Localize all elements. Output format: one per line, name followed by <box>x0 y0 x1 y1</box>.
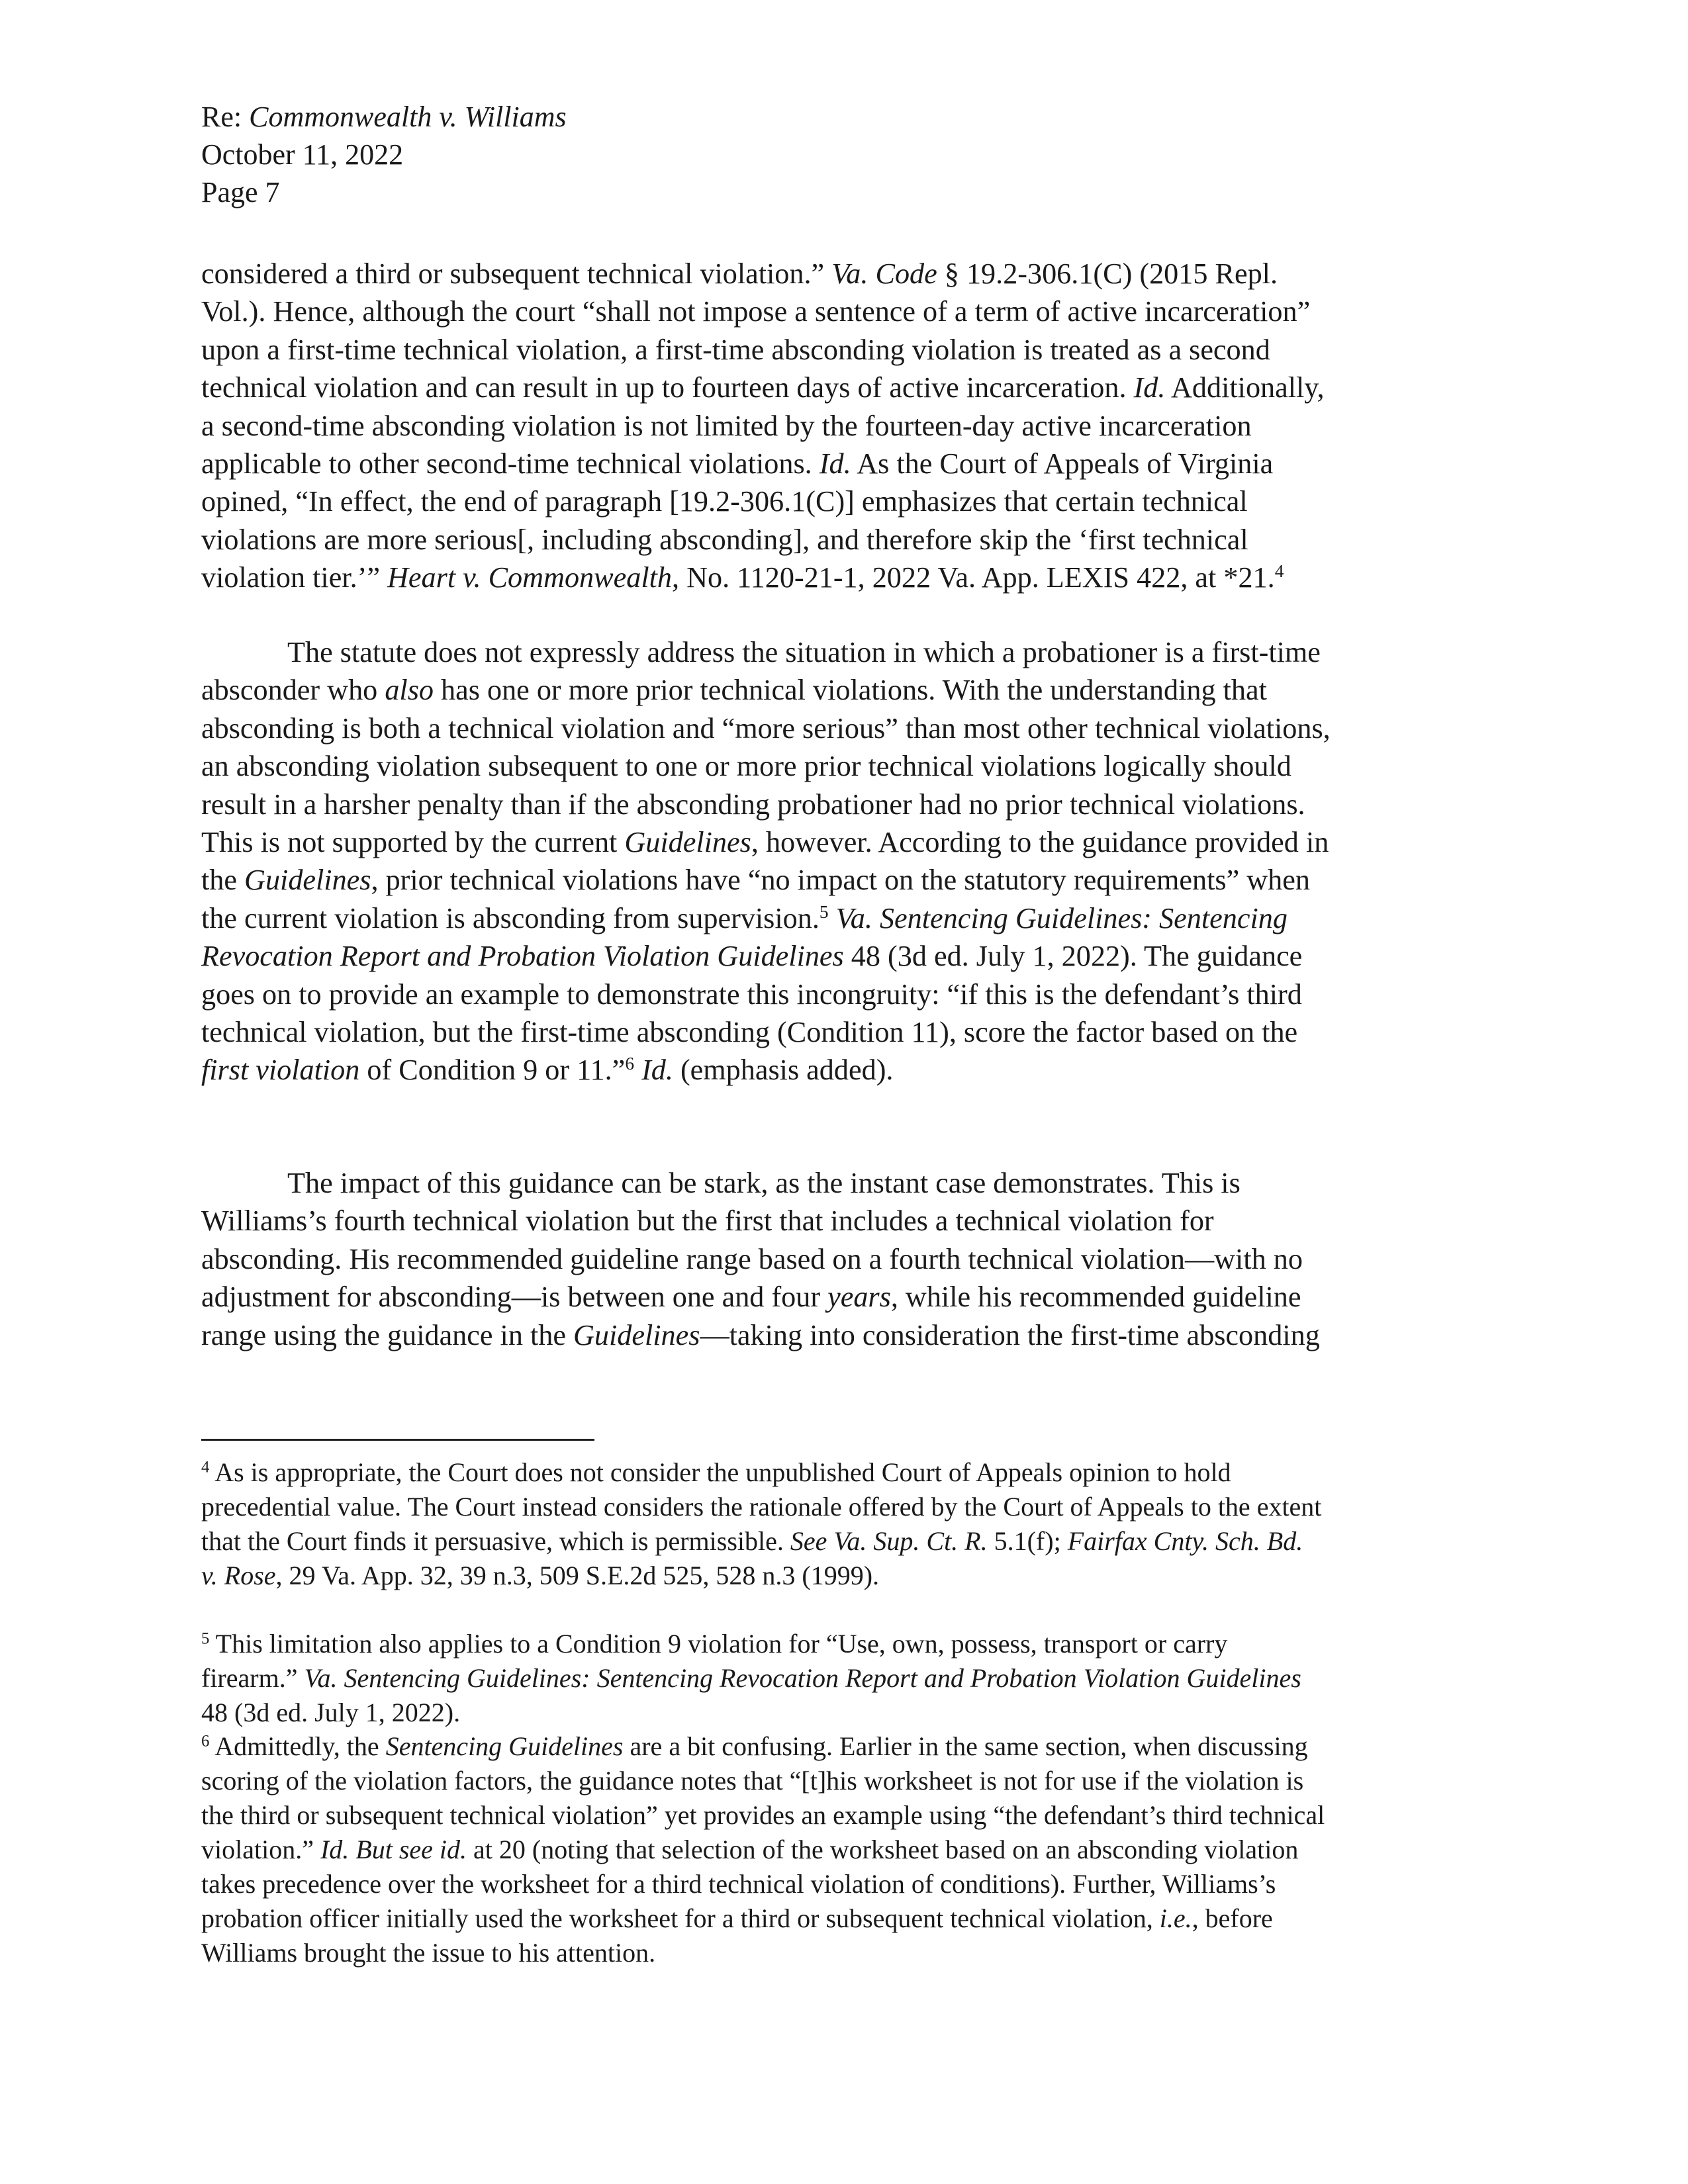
text-run: also <box>385 674 434 707</box>
text-line <box>201 1524 1499 1559</box>
text-run: result in a harsher penalty than if the absconding probationer had no prior technical violations. <box>201 788 1305 821</box>
text-run: considered a third or subsequent technical violation.” <box>201 257 832 290</box>
text-run: violations are more serious[, including absconding], and therefore skip the ‘first technical <box>201 523 1248 556</box>
text-line <box>201 1936 1499 1970</box>
text-run: upon a first-time technical violation, a first-time absconding violation is treated as a second <box>201 333 1270 366</box>
text-run: Sentencing Guidelines <box>385 1731 624 1761</box>
text-run: violation tier.’” <box>201 561 388 594</box>
letter-date: October 11, 2022 <box>201 138 404 171</box>
text-run: range using the guidance in the <box>201 1318 573 1351</box>
text-run: Guidelines <box>573 1318 700 1351</box>
text-line <box>201 709 1492 747</box>
text-line <box>201 255 1492 293</box>
text-run: applicable to other second-time technical violations. <box>201 447 820 480</box>
text-run: , prior technical violations have “no impact on the statutory requirements” when <box>371 864 1310 897</box>
text-run: Heart v. Commonwealth <box>387 561 672 594</box>
text-run <box>634 1054 641 1086</box>
text-line <box>201 559 1492 596</box>
text-run: Additionally, <box>1165 371 1325 404</box>
text-run: Id. <box>641 1054 673 1087</box>
text-run: violation.” <box>201 1835 320 1864</box>
text-line <box>201 1316 1492 1354</box>
text-run: § 19.2-306.1(C) (2015 Repl. <box>937 257 1278 290</box>
text-run: , before <box>1192 1903 1273 1933</box>
footnote-marker: 4 <box>1274 561 1284 582</box>
text-run: 5.1(f); <box>987 1526 1068 1556</box>
text-run: the <box>201 864 245 897</box>
text-line <box>201 633 1492 671</box>
text-line <box>201 1627 1499 1661</box>
text-run: Williams brought the issue to his attention. <box>201 1938 656 1968</box>
paragraph-3 <box>201 1164 1492 1354</box>
text-run: first violation <box>201 1054 360 1087</box>
text-line <box>201 1051 1492 1089</box>
text-run: technical violation and can result in up to fourteen days of active incarceration. <box>201 371 1134 404</box>
text-line <box>201 407 1492 445</box>
text-run: absconding is both a technical violation and “more serious” than most other technical violations, <box>201 711 1331 745</box>
text-run: 48 (3d ed. July 1, 2022). <box>201 1698 461 1727</box>
text-run: Va. Sentencing Guidelines: Sentencing Revocation Report and Probation Violation Guidelines <box>304 1663 1301 1693</box>
text-run: Guidelines <box>244 864 371 897</box>
case-reference: Re: Commonwealth v. Williams <box>201 101 567 133</box>
text-line <box>201 1013 1492 1051</box>
text-run: Va. Sentencing Guidelines: Sentencing <box>835 901 1288 934</box>
footnote-4 <box>201 1455 1499 1593</box>
text-line <box>201 1278 1492 1316</box>
text-run: Fairfax Cnty. Sch. Bd. <box>1067 1526 1303 1556</box>
text-run: Id. <box>320 1835 350 1864</box>
text-run: Id. <box>1133 371 1166 404</box>
text-line <box>201 331 1492 369</box>
footnote-6 <box>201 1729 1499 1970</box>
paragraph-2 <box>201 633 1492 1089</box>
footnote-marker: 6 <box>625 1054 635 1074</box>
text-run: Id. <box>819 447 851 480</box>
text-run: probation officer initially used the worksheet for a third or subsequent technical violation, <box>201 1903 1160 1933</box>
text-run: a second-time absconding violation is not limited by the fourteen-day active incarceration <box>201 409 1252 442</box>
text-line <box>201 1240 1492 1278</box>
text-line <box>201 747 1492 785</box>
text-run: adjustment for absconding—is between one and four <box>201 1281 828 1314</box>
text-line <box>201 369 1492 406</box>
text-run: technical violation, but the first-time absconding (Condition 11), score the factor based on the <box>201 1016 1298 1049</box>
text-run: , No. 1120-21-1, 2022 Va. App. LEXIS 422, at *21. <box>671 561 1275 594</box>
text-run <box>349 1835 355 1864</box>
text-line <box>201 1661 1499 1696</box>
text-run: goes on to provide an example to demonstrate this incongruity: “if this is the defendant’s third <box>201 978 1302 1011</box>
text-run: Williams’s fourth technical violation but the first that includes a technical violation for <box>201 1205 1214 1238</box>
text-line <box>201 1490 1499 1524</box>
text-line <box>201 293 1492 330</box>
text-run: Va. Code <box>831 257 937 290</box>
text-run: Guidelines <box>624 826 751 859</box>
footnote-marker: 6 <box>201 1732 210 1751</box>
text-line <box>201 1764 1499 1798</box>
text-line <box>201 482 1492 520</box>
text-line <box>201 1729 1499 1764</box>
text-run: Admittedly, the <box>209 1731 386 1761</box>
text-line <box>201 786 1492 823</box>
text-run: As is appropriate, the Court does not consider the unpublished Court of Appeals opinion to hold <box>209 1457 1231 1487</box>
text-line <box>201 1202 1492 1240</box>
text-run: absconder who <box>201 674 385 707</box>
text-line <box>201 861 1492 899</box>
text-run: —taking into consideration the first-time absconding <box>700 1318 1320 1351</box>
case-name: Commonwealth v. Williams <box>249 101 567 133</box>
text-run: precedential value. The Court instead considers the rationale offered by the Court of Appeals to the extent <box>201 1492 1322 1522</box>
text-line <box>201 1559 1499 1593</box>
text-run: Revocation Report and Probation Violation Guidelines <box>201 940 844 973</box>
text-run: The impact of this guidance can be stark, as the instant case demonstrates. This is <box>287 1167 1241 1199</box>
page-number: Page 7 <box>201 176 280 208</box>
text-line <box>201 976 1492 1013</box>
text-run: an absconding violation subsequent to one or more prior technical violations logically should <box>201 750 1291 783</box>
text-run: that the Court finds it persuasive, which is permissible. <box>201 1526 790 1556</box>
text-line <box>201 1164 1492 1202</box>
text-line <box>201 1798 1499 1833</box>
text-run: (emphasis added). <box>673 1054 894 1087</box>
footnote-marker: 5 <box>201 1629 210 1648</box>
text-line <box>201 1696 1499 1730</box>
text-run: , while his recommended guideline <box>890 1281 1301 1314</box>
text-run: takes precedence over the worksheet for a third technical violation of conditions). Further, Williams’s <box>201 1869 1276 1899</box>
text-run: 48 (3d ed. July 1, 2022). The guidance <box>843 940 1303 973</box>
text-run: the third or subsequent technical violation” yet provides an example using “the defendant’s third technical <box>201 1800 1325 1830</box>
text-line <box>201 445 1492 482</box>
text-run: firearm.” <box>201 1663 305 1693</box>
text-line <box>201 1833 1499 1867</box>
text-line <box>201 671 1492 709</box>
text-run: This is not supported by the current <box>201 826 625 859</box>
footnote-5 <box>201 1627 1499 1730</box>
text-run: of Condition 9 or 11.” <box>359 1054 626 1087</box>
footnote-divider <box>201 1439 594 1441</box>
text-run: See Va. Sup. Ct. R. <box>790 1526 988 1556</box>
text-run: This limitation also applies to a Condition 9 violation for “Use, own, possess, transport or carry <box>209 1629 1228 1659</box>
text-run: Vol.). Hence, although the court “shall not impose a sentence of a term of active incarceration” <box>201 295 1311 328</box>
text-line <box>201 937 1492 975</box>
text-run: , 29 Va. App. 32, 39 n.3, 509 S.E.2d 525, 528 n.3 (1999). <box>275 1561 880 1590</box>
footnote-marker: 5 <box>819 901 829 922</box>
text-run: opined, “In effect, the end of paragraph [19.2-306.1(C)] emphasizes that certain technical <box>201 485 1248 518</box>
paragraph-1 <box>201 255 1492 597</box>
footnote-marker: 4 <box>201 1458 210 1477</box>
text-run: years <box>827 1281 891 1314</box>
text-run: are a bit confusing. Earlier in the same section, when discussing <box>623 1731 1308 1761</box>
text-line <box>201 823 1492 861</box>
text-run: v. Rose <box>201 1561 276 1590</box>
text-line <box>201 1867 1499 1901</box>
text-run: absconding. His recommended guideline range based on a fourth technical violation—with no <box>201 1242 1303 1275</box>
text-run: the current violation is absconding from supervision. <box>201 901 820 934</box>
letter-header <box>201 98 567 211</box>
text-run: i.e. <box>1159 1903 1192 1933</box>
text-run: scoring of the violation factors, the guidance notes that “[t]his worksheet is not for use if the violation is <box>201 1766 1304 1796</box>
text-run: at 20 (noting that selection of the worksheet based on an absconding violation <box>467 1835 1299 1864</box>
text-line <box>201 521 1492 559</box>
text-line <box>201 1455 1499 1490</box>
text-run <box>829 902 836 934</box>
text-run: As the Court of Appeals of Virginia <box>851 447 1274 480</box>
text-run: The statute does not expressly address the situation in which a probationer is a first-time <box>287 636 1321 668</box>
text-run: has one or more prior technical violations. With the understanding that <box>434 674 1267 707</box>
text-run: , however. According to the guidance provided in <box>751 826 1329 859</box>
text-line <box>201 1901 1499 1936</box>
text-line <box>201 899 1492 937</box>
text-run: But see id. <box>355 1835 467 1864</box>
